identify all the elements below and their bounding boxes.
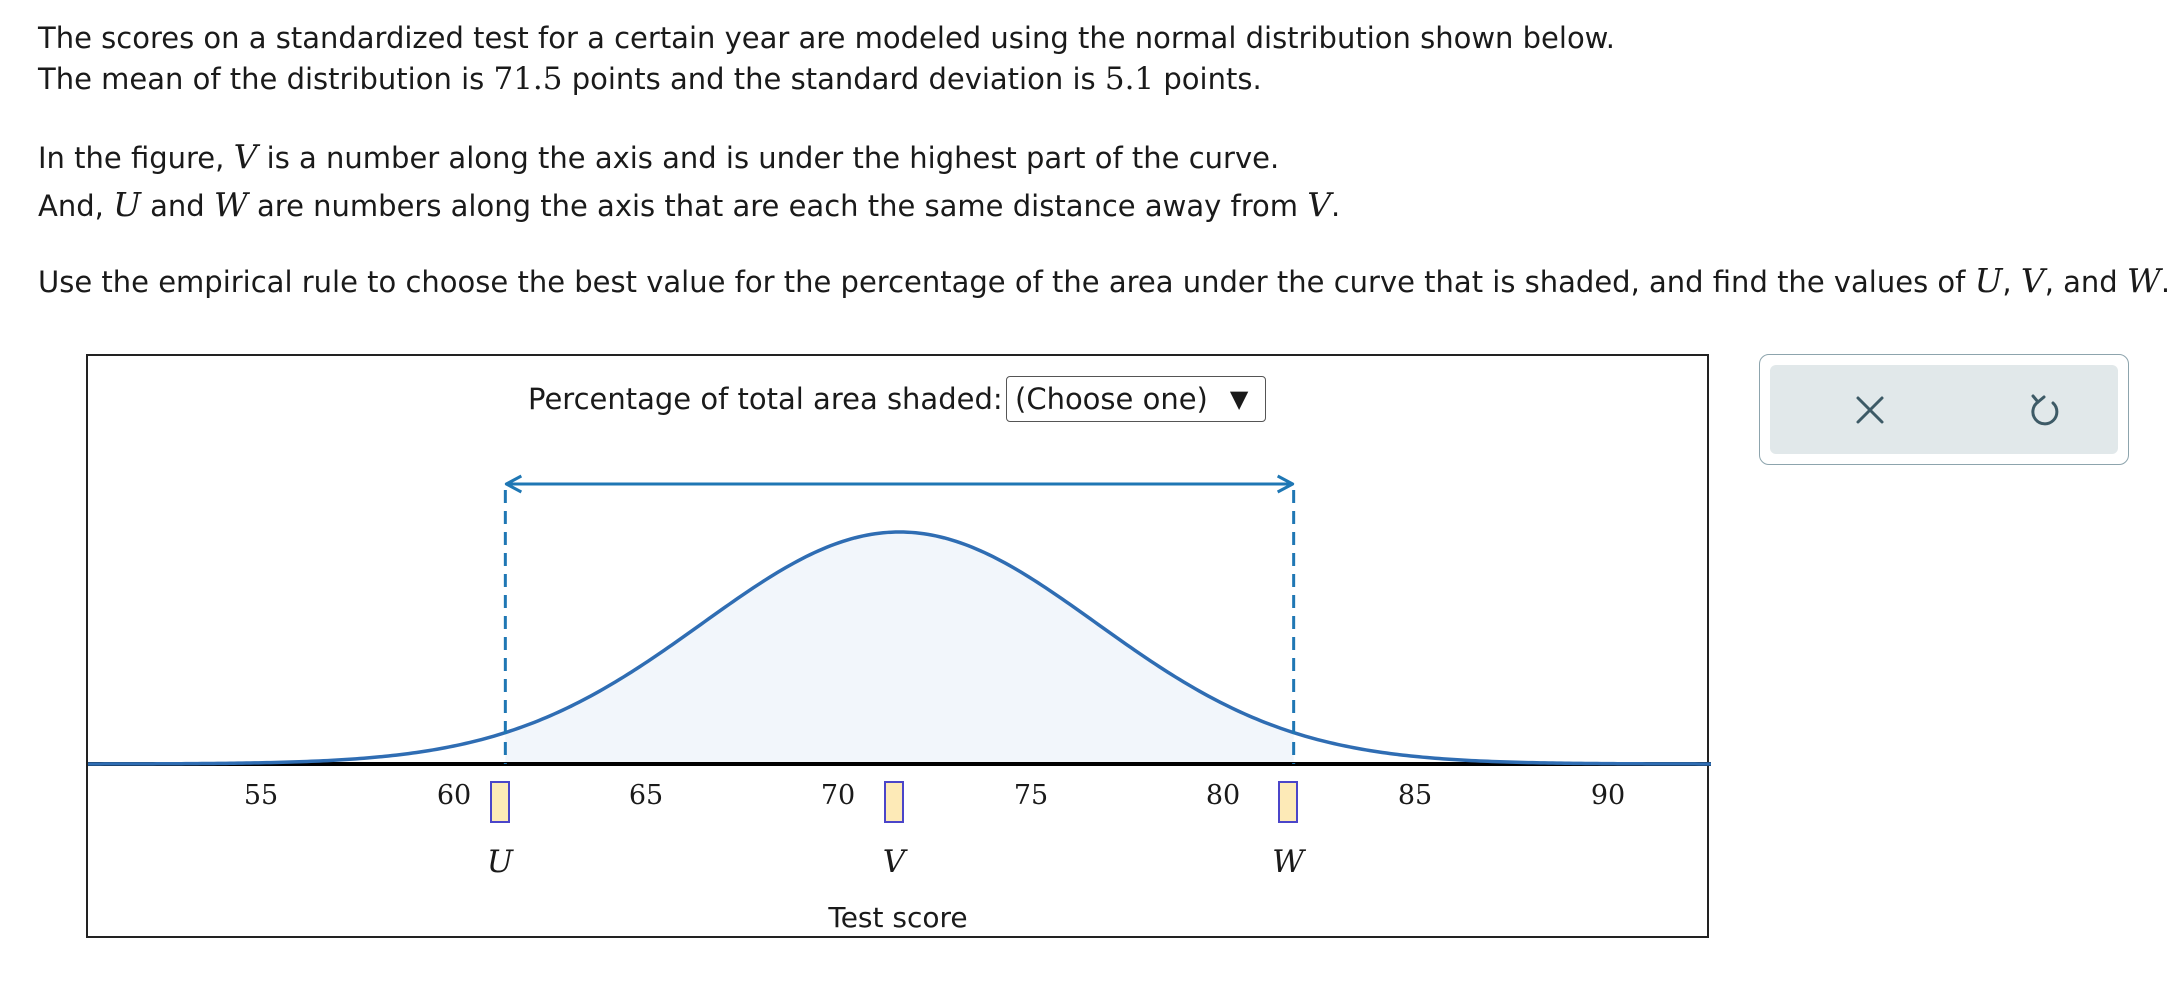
- question-text: And,: [38, 189, 114, 223]
- question-text: The mean of the distribution is: [38, 62, 494, 96]
- dropdown-caret-icon: ▼: [1229, 385, 1249, 413]
- question-text: and: [140, 189, 214, 223]
- distribution-figure: [86, 354, 1709, 938]
- question-text: .: [1331, 189, 1341, 223]
- answer-tools-panel: [1759, 354, 2129, 465]
- question-text: points and the standard deviation is: [562, 62, 1105, 96]
- question-text: .: [2160, 265, 2170, 299]
- var-v: V: [2020, 261, 2045, 300]
- tick-label-60: 60: [436, 780, 472, 811]
- w-label: W: [1272, 844, 1304, 880]
- question-text: Use the empirical rule to choose the best value for the percentage of the area under the curve that is shaded, and find the values of: [38, 265, 1975, 299]
- var-u: U: [1974, 261, 2003, 300]
- undo-icon: [2026, 391, 2064, 429]
- percentage-label: Percentage of total area shaded:: [528, 382, 1003, 416]
- var-w: W: [213, 185, 248, 224]
- question-text: is a number along the axis and is under the highest part of the curve.: [257, 141, 1280, 175]
- clear-button[interactable]: [1810, 365, 1930, 454]
- v-label: V: [882, 844, 906, 880]
- u-label: U: [486, 844, 514, 880]
- question-text: The scores on a standardized test for a certain year are modeled using the normal distribution shown below.: [38, 21, 1615, 55]
- question-text: In the figure,: [38, 141, 234, 175]
- tick-label-55: 55: [243, 780, 279, 811]
- tick-label-80: 80: [1205, 780, 1241, 811]
- tick-label-90: 90: [1590, 780, 1626, 811]
- question-text: points.: [1154, 62, 1262, 96]
- v-answer-box[interactable]: [884, 781, 904, 823]
- sd-value: 5.1: [1104, 61, 1155, 97]
- w-answer-box[interactable]: [1278, 781, 1298, 823]
- var-w: W: [2126, 261, 2161, 300]
- question-line-4: [38, 185, 1341, 224]
- question-line-5: [38, 261, 2170, 300]
- question-line-1: [38, 21, 1615, 55]
- question-line-2: [38, 61, 1262, 97]
- question-text: are numbers along the axis that are each the same distance away from: [247, 189, 1308, 223]
- var-v: V: [233, 137, 258, 176]
- mean-value: 71.5: [493, 61, 563, 97]
- var-u: U: [113, 185, 141, 224]
- undo-button[interactable]: [1985, 365, 2105, 454]
- tick-label-65: 65: [628, 780, 664, 811]
- answer-tools-bar: [1770, 365, 2118, 454]
- u-answer-box[interactable]: [490, 781, 510, 823]
- question-text: ,: [2002, 265, 2021, 299]
- shaded-area: [505, 532, 1293, 764]
- percentage-dropdown[interactable]: [1006, 376, 1266, 422]
- tick-label-75: 75: [1013, 780, 1049, 811]
- percentage-dropdown-value: (Choose one): [1015, 382, 1208, 416]
- var-v: V: [1307, 185, 1332, 224]
- tick-label-70: 70: [820, 780, 856, 811]
- tick-label-85: 85: [1397, 780, 1433, 811]
- axis-title: Test score: [828, 901, 968, 934]
- close-icon: [1853, 393, 1887, 427]
- question-line-3: [38, 137, 1280, 176]
- question-text: , and: [2044, 265, 2127, 299]
